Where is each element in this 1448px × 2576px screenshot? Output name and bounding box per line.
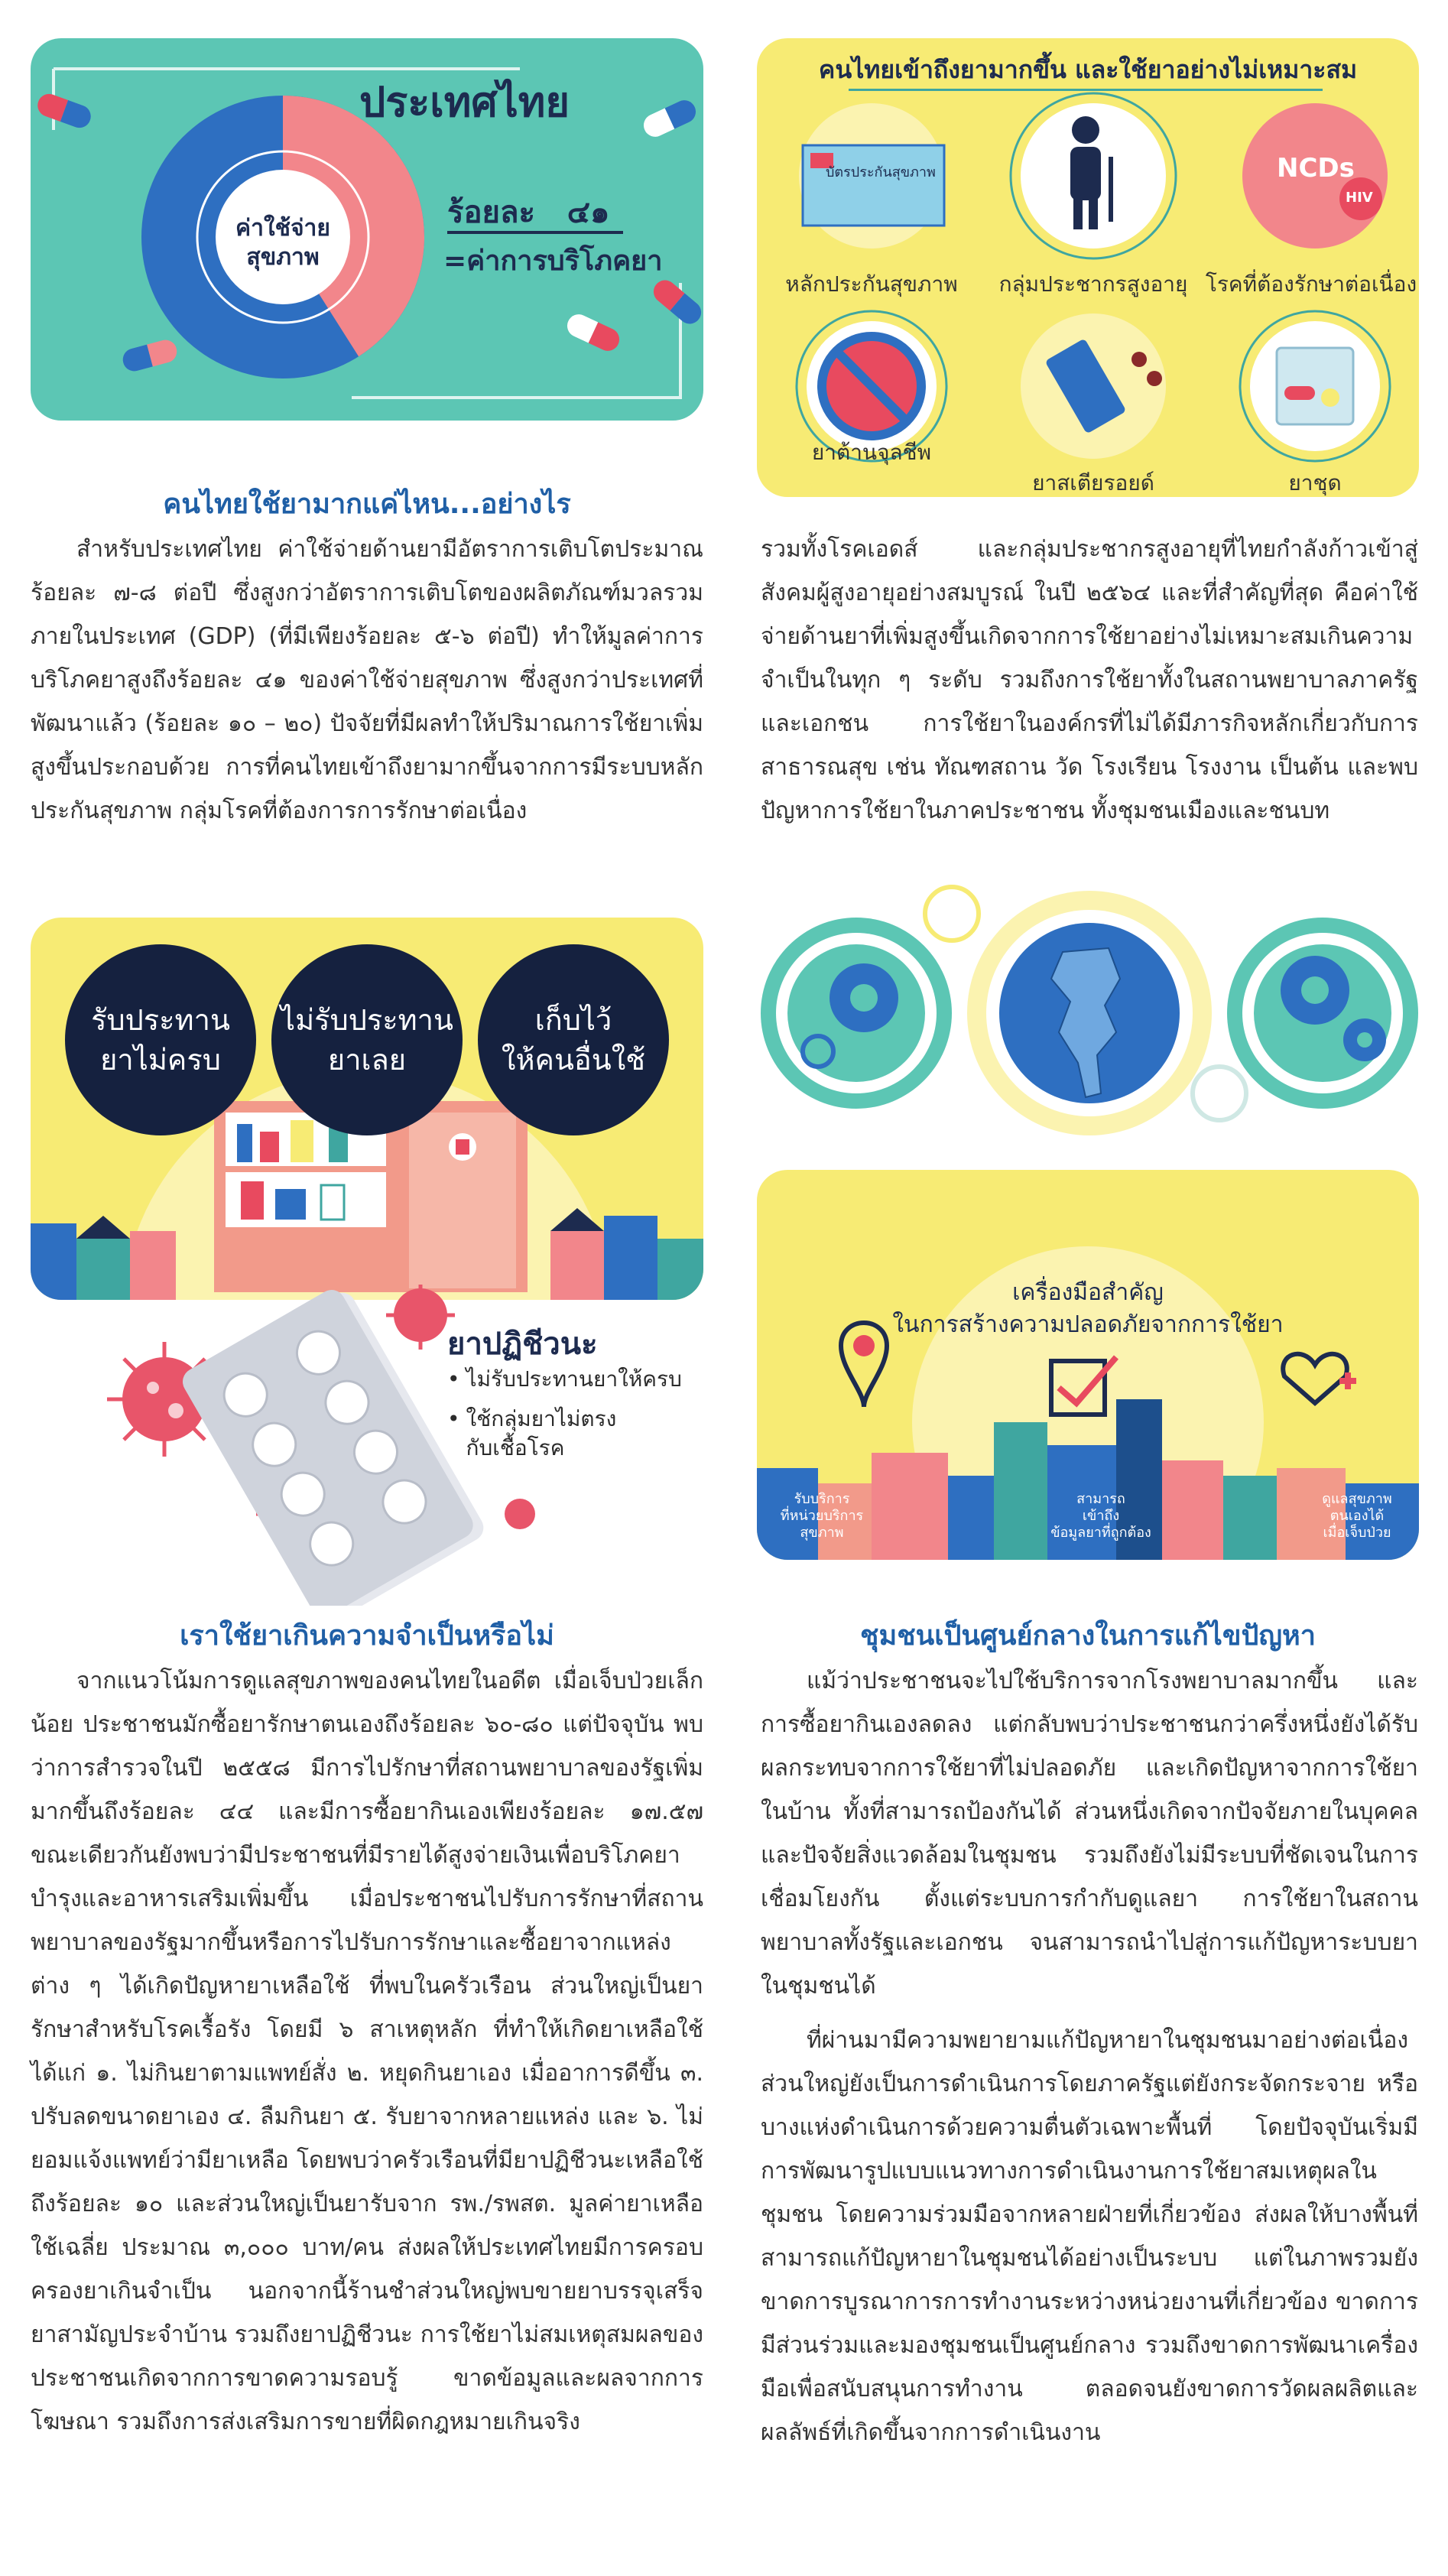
safety-tools-infographic <box>757 1170 1419 1560</box>
tools-title: เครื่องมือสำคัญ ในการสร้างความปลอดภัยจากการใช้ยา <box>892 1279 1284 1338</box>
label-self-care: ดูแลสุขภาพ ตนเองได้ เมื่อเจ็บป่วย <box>1322 1491 1392 1541</box>
section1-left-text <box>31 528 703 843</box>
antibiotic-bullets <box>447 1365 700 1463</box>
keep-for-others-circle: เก็บไว้ ให้คนอื่นใช้ <box>478 944 669 1135</box>
section2-left-heading: เราใช้ยาเกินความจำเป็นหรือไม่ <box>180 1620 554 1652</box>
label-health-coverage: หลักประกันสุขภาพ <box>785 271 958 297</box>
paragraph: จากแนวโน้มการดูแลสุขภาพของคนไทยในอดีต เมื่อเจ็บป่วยเล็กน้อย ประชาชนมักซื้อยารักษาตนเองถึงร้อยละ ๖๐-๘๐ แต่ปัจจุบัน พบว่าการสำรวจในปี ๒๕๕๘ มีการไปรักษาที่สถานพยาบาลของรัฐเพิ่มมากขึ้นถึงร้อยละ ๔๔ และมีการซื้อยากินเองเพียงร้อยละ ๑๗.๕๗ ขณะเดียวกันยังพบว่ามีประชาชนที่มีรายได้สูงจ่ายเงินเพื่อบริโภคยาบำรุงและอาหารเสริมเพิ่มขึ้น เมื่อประชาชนไปรับการรักษาที่สถานพยาบาลของรัฐมากขึ้นหรือการไปรับการรักษาและซื้อยาจากแหล่งต่าง ๆ ได้เกิดปัญหายาเหลือใช้ ที่พบในครัวเรือน ส่วนใหญ่เป็นยารักษาสำหรับโรคเรื้อรัง โดยมี ๖ สาเหตุหลัก ที่ทำให้เกิดยาเหลือใช้ ได้แก่ ๑. ไม่กินยาตามแพทย์สั่ง ๒. หยุดกินยาเอง เมื่ออาการดีขึ้น ๓. ปรับลดขนาดยาเอง ๔. ลืมกินยา ๕. รับยาจากหลายแหล่ง และ ๖. ไม่ยอมแจ้งแพทย์ว่ามียาเหลือ โดยพบว่าครัวเรือนที่มียาปฏิชีวนะเหลือใช้ถึงร้อยละ ๑๐ และส่วนใหญ่เป็นยารับจาก รพ./รพสต. มูลค่ายาเหลือใช้เฉลี่ย ประมาณ ๓,๐๐๐ บาท/คน ส่งผลให้ประเทศไทยมีการครอบครองยาเกินจำเป็น นอกจากนี้ร้านชำส่วนใหญ่พบขายยาบรรจุเสร็จ ยาสามัญประจำบ้าน รวมถึงยาปฏิชีวนะ การใช้ยาไม่สมเหตุสมผลของประชาชนเกิดจากการขาดความรอบรู้ ขาดข้อมูลและผลจากการโฆษณา รวมถึงการส่งเสริมการขายที่ผิดกฎหมายเกินจริง <box>31 1668 703 2435</box>
bullet-item <box>447 1405 700 1463</box>
ncds-text: NCDs <box>1277 153 1355 184</box>
leftover-medicine-infographic <box>31 918 703 1300</box>
bullet-item <box>447 1365 700 1394</box>
hiv-text: HIV <box>1346 190 1373 206</box>
map-gears-illustration <box>757 879 1422 1139</box>
access-title: คนไทยเข้าถึงยามากขึ้น และใช้ยาอย่างไม่เหมาะสม <box>818 55 1358 84</box>
card-text: บัตรประกันสุขภาพ <box>826 164 936 180</box>
percent-text: ร้อยละ ๔๑ <box>447 195 610 230</box>
health-spending-infographic <box>31 38 703 421</box>
not-complete-circle: รับประทาน ยาไม่ครบ <box>65 944 256 1135</box>
drug-access-infographic <box>757 38 1419 497</box>
bullet-dot-icon: • <box>447 1406 460 1431</box>
section2-left-text <box>31 1659 703 2454</box>
label-elderly: กลุ่มประชากรสูงอายุ <box>998 271 1188 297</box>
antibiotic-title: ยาปฏิชีวนะ <box>447 1327 598 1362</box>
section2-right-heading: ชุมชนเป็นศูนย์กลางในการแก้ไขปัญหา <box>860 1620 1316 1652</box>
section1-right-text <box>761 528 1418 843</box>
bullet-dot-icon: • <box>447 1366 460 1392</box>
label-chronic: โรคที่ต้องรักษาต่อเนื่อง <box>1205 271 1417 297</box>
bullet-text: ใช้กลุ่มยาไม่ตรง กับเชื้อโรค <box>466 1406 617 1460</box>
label-drug-set: ยาชุด <box>1288 470 1342 495</box>
donut-center-label: ค่าใช้จ่าย สุขภาพ <box>235 215 330 271</box>
label-health-service: รับบริการ ที่หน่วยบริการ สุขภาพ <box>780 1491 864 1541</box>
paragraph: แม้ว่าประชาชนจะไปใช้บริการจากโรงพยาบาลมากขึ้น และการซื้อยากินเองลดลง แต่กลับพบว่าประชาชนกว่าครึ่งหนึ่งยังได้รับผลกระทบจากการใช้ยาที่ไม่ปลอดภัย และเกิดปัญหาจากการใช้ยาในบ้าน ทั้งที่สามารถป้องกันได้ ส่วนหนึ่งเกิดจากปัจจัยภายในบุคคลและปัจจัยสิ่งแวดล้อมในชุมชน รวมถึงยังไม่มีระบบที่ชัดเจนในการเชื่อมโยงกัน ตั้งแต่ระบบการกำกับดูแลยา การใช้ยาในสถานพยาบาลทั้งรัฐและเอกชน จนสามารถนำไปสู่การแก้ปัญหาระบบยาในชุมชนได้ <box>761 1668 1418 1999</box>
label-steroid: ยาสเตียรอยด์ <box>1032 470 1154 495</box>
value-text: =ค่าการบริโภคยา <box>443 245 663 277</box>
paragraph: ที่ผ่านมามีความพยายามแก้ปัญหายาในชุมชนมาอย่างต่อเนื่อง ส่วนใหญ่ยังเป็นการดำเนินการโดยภาครัฐแต่ยังกระจัดกระจาย หรือบางแห่งดำเนินการด้วยความตื่นตัวเฉพาะพื้นที่ โดยปัจจุบันเริ่มมีการพัฒนารูปแบบแนวทางการดำเนินงานการใช้ยาสมเหตุผลในชุมชน โดยความร่วมมือจากหลายฝ่ายที่เกี่ยวข้อง ส่งผลให้บางพื้นที่สามารถแก้ปัญหายาในชุมชนได้อย่างเป็นระบบ แต่ในภาพรวมยังขาดการบูรณาการการทำงานระหว่างหน่วยงานที่เกี่ยวข้อง ขาดการมีส่วนร่วมและมองชุมชนเป็นศูนย์กลาง รวมถึงขาดการพัฒนาเครื่องมือเพื่อสนับสนุนการทำงาน ตลอดจนยังขาดการวัดผลผลิตและผลลัพธ์ที่เกิดขึ้นจากการดำเนินงาน <box>761 2027 1418 2446</box>
country-title: ประเทศไทย <box>359 78 570 126</box>
not-taking-circle: ไม่รับประทาน ยาเลย <box>271 944 463 1135</box>
section1-heading: คนไทยใช้ยามากแค่ไหน...อย่างไร <box>163 489 571 520</box>
section2-right-text <box>761 1659 1418 2465</box>
paragraph: รวมทั้งโรคเอดส์ และกลุ่มประชากรสูงอายุที่ไทยกำลังก้าวเข้าสู่สังคมผู้สูงอายุอย่างสมบูรณ์ ในปี ๒๕๖๔ และที่สำคัญที่สุด คือค่าใช้จ่ายด้านยาที่เพิ่มสูงขึ้นเกิดจากการใช้ยาอย่างไม่เหมาะสมเกินความจำเป็นในทุก ๆ ระดับ รวมถึงการใช้ยาทั้งในสถานพยาบาลภาครัฐและเอกชน การใช้ยาในองค์กรที่ไม่ได้มีภารกิจหลักเกี่ยวกับการสาธารณสุข เช่น ทัณฑสถาน วัด โรงเรียน โรงงาน เป็นต้น และพบปัญหาการใช้ยาในภาคประชาชน ทั้งชุมชนเมืองและชนบท <box>761 536 1418 824</box>
paragraph: สำหรับประเทศไทย ค่าใช้จ่ายด้านยามีอัตราการเติบโตประมาณร้อยละ ๗-๘ ต่อปี ซึ่งสูงกว่าอัตราการเติบโตของผลิตภัณฑ์มวลรวมภายในประเทศ (GDP) (ที่มีเพียงร้อยละ ๕-๖ ต่อปี) ทำให้มูลค่าการบริโภคยาสูงถึงร้อยละ ๔๑ ของค่าใช้จ่ายสุขภาพ ซึ่งสูงกว่าประเทศที่พัฒนาแล้ว (ร้อยละ ๑๐ – ๒๐) ปัจจัยที่มีผลทำให้ปริมาณการใช้ยาเพิ่มสูงขึ้นประกอบด้วย การที่คนไทยเข้าถึงยามากขึ้นจากการมีระบบหลักประกันสุขภาพ กลุ่มโรคที่ต้องการการรักษาต่อเนื่อง <box>31 536 703 824</box>
bullet-text: ไม่รับประทานยาให้ครบ <box>466 1366 682 1392</box>
percent-underline <box>447 231 623 234</box>
label-drug-info: สามารถ เข้าถึง ข้อมูลยาที่ถูกต้อง <box>1050 1491 1151 1541</box>
label-antimicrobial: ยาต้านจุลชีพ <box>811 440 932 465</box>
